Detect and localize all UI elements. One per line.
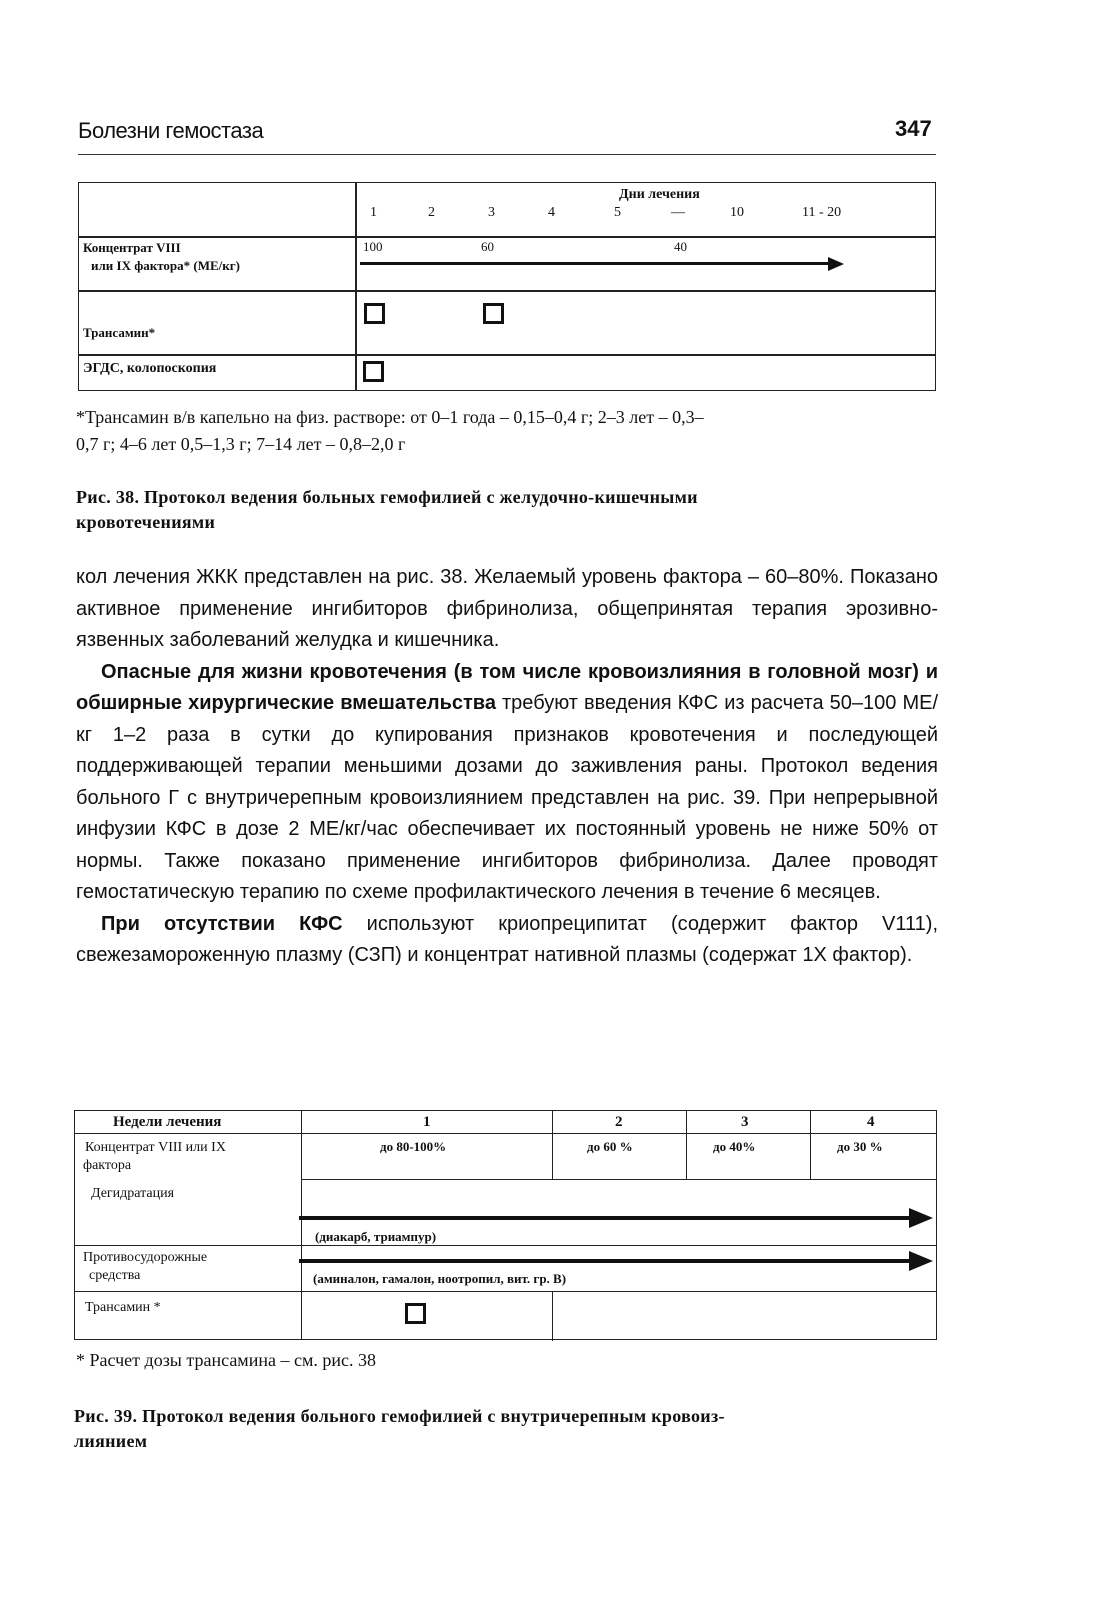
week-number: 3	[741, 1114, 749, 1130]
running-header-title: Болезни гемостаза	[78, 118, 264, 143]
day-label: 2	[428, 205, 435, 220]
checkbox-icon	[364, 303, 385, 324]
table-column-divider	[810, 1111, 811, 1179]
factor-level: до 60 %	[587, 1139, 633, 1154]
day-label: 1	[370, 205, 377, 220]
table-row-divider	[79, 236, 935, 238]
paragraph: При отсутствии КФС используют криопреципитат (содержит фактор V111), свежезамороженную плазму (СЗП) и концентрат нативной плазмы (содержат 1Х фактор).	[76, 912, 939, 966]
header-rule	[78, 154, 936, 155]
figure-38-caption: Рис. 38. Протокол ведения больных гемофилией с желудочно-кишечными кровотечениями	[76, 487, 698, 532]
body-text	[76, 562, 938, 972]
checkbox-icon	[483, 303, 504, 324]
row-label-egds: ЭГДС, колопоскопия	[83, 361, 217, 376]
anticonvulsant-arrow	[299, 1259, 911, 1263]
factor-level: до 30 %	[837, 1139, 883, 1154]
table-row-divider	[79, 354, 935, 356]
figure-39-footnote: * Расчет дозы трансамина – см. рис. 38	[76, 1350, 376, 1370]
table-row-divider	[75, 1245, 936, 1246]
page-number: 347	[895, 116, 932, 141]
checkbox-icon	[405, 1303, 426, 1324]
weeks-header: Недели лечения	[113, 1114, 222, 1130]
dose-value: 100	[363, 239, 383, 254]
table-row-divider	[301, 1179, 937, 1180]
anticonvulsant-drugs: (аминалон, гамалон, ноотропил, вит. гр. В)	[313, 1271, 567, 1286]
figure-39-caption: Рис. 39. Протокол ведения больного гемофилией с внутричерепным кровоиз- лиянием	[74, 1406, 725, 1451]
table-column-divider	[552, 1291, 553, 1341]
treatment-duration-arrow	[360, 262, 830, 265]
table-column-divider	[686, 1111, 687, 1179]
arrow-head-icon	[828, 257, 844, 271]
day-label: 5	[614, 205, 621, 220]
dose-value: 60	[481, 239, 494, 254]
day-label: 10	[730, 205, 744, 220]
day-label: 3	[488, 205, 495, 220]
checkbox-icon	[363, 361, 384, 382]
arrow-head-icon	[909, 1251, 933, 1271]
figure-38-footnote: *Трансамин в/в капельно на физ. растворе: от 0–1 года – 0,15–0,4 г; 2–3 лет – 0,3– 0,7 г; 4–6 лет 0,5–1,3 г; 7–14 лет – 0,8–2,0 г	[76, 407, 704, 454]
week-number: 2	[615, 1114, 623, 1130]
treatment-days-header: Дни лечения	[619, 187, 700, 202]
dehydration-drugs: (диакарб, триампур)	[315, 1229, 437, 1244]
row-label-concentrate: Концентрат VIII или IX фактора* (МЕ/кг)	[83, 240, 241, 273]
paragraph: кол лечения ЖКК представлен на рис. 38. Желаемый уровень фактора – 60–80%. Показано активное применение ингибиторов фибринолиза, общепринятая терапия эрозивно-язвенных заболеваний желудка и кишечника.	[76, 566, 938, 651]
week-number: 4	[867, 1114, 875, 1130]
arrow-head-icon	[909, 1208, 933, 1228]
row-label-concentrate: Концентрат VIII или IX фактора	[83, 1140, 226, 1173]
dose-value: 40	[674, 239, 687, 254]
table-row-divider	[75, 1133, 936, 1134]
row-label-dehydration: Дегидратация	[91, 1186, 175, 1201]
dehydration-arrow	[299, 1216, 911, 1220]
table-row-divider	[75, 1291, 936, 1292]
figure-38-table	[78, 182, 936, 391]
table-row-divider	[79, 290, 935, 292]
row-label-transamin: Трансамин *	[85, 1300, 161, 1315]
factor-level: до 80-100%	[380, 1139, 447, 1154]
week-number: 1	[423, 1114, 431, 1130]
day-label: —	[671, 205, 685, 220]
figure-39-table	[74, 1110, 937, 1340]
day-label: 4	[548, 205, 555, 220]
table-column-divider	[355, 183, 357, 390]
row-label-transamin: Трансамин*	[83, 325, 156, 340]
factor-level: до 40%	[713, 1139, 756, 1154]
table-column-divider	[552, 1111, 553, 1179]
row-label-anticonvulsants: Противосудорожные средства	[83, 1250, 208, 1283]
day-label: 11 - 20	[802, 205, 842, 220]
paragraph: Опасные для жизни кровотечения (в том числе кровоизлияния в головной мозг) и обширные хирургические вмешательства требуют введения КФС из расчета 50–100 МЕ/кг 1–2 раза в сутки до купирования признаков кровотечения и последующей поддерживающей терапии меньшими дозами до заживления раны. Протокол ведения больного Г с внутричерепным кровоизлиянием представлен на рис. 39. При непрерывной инфузии КФС в дозе 2 МЕ/кг/час обеспечивает их постоянный уровень не ниже 50% от нормы. Также показано применение ингибиторов фибринолиза. Далее проводят гемостатическую терапию по схеме профилактического лечения в течение 6 месяцев.	[76, 660, 938, 903]
table-column-divider	[301, 1111, 302, 1339]
